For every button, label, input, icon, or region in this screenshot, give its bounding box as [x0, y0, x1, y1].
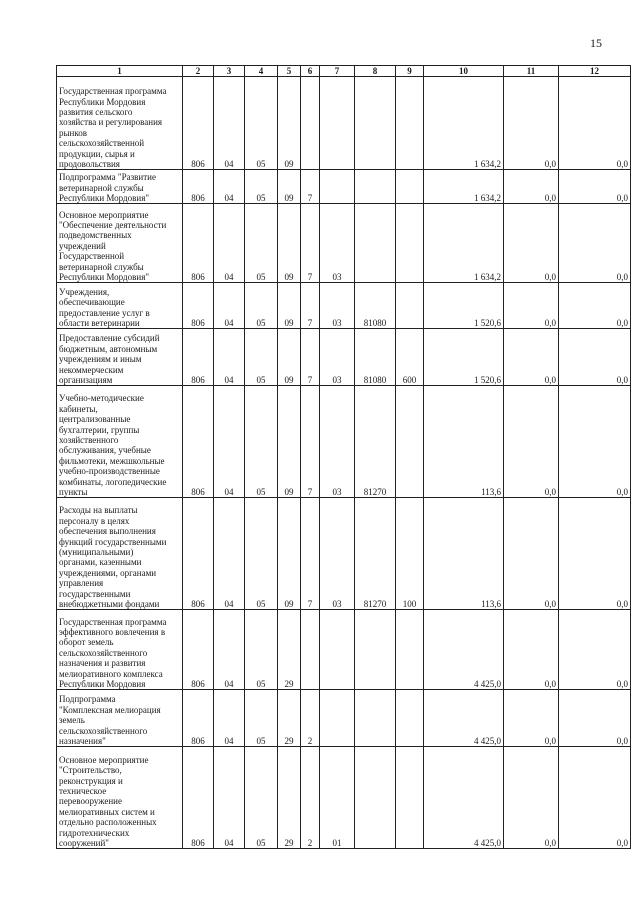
- cell-activity: 03: [320, 283, 355, 329]
- table-row: [57, 610, 631, 690]
- cell-activity: [320, 77, 355, 170]
- cell-section: 04: [214, 329, 245, 386]
- cell-subprogram: 2: [301, 690, 320, 747]
- cell-expense-type: [396, 610, 424, 690]
- cell-subprogram: 7: [301, 204, 320, 283]
- cell-activity: 01: [320, 747, 355, 849]
- cell-subsection: 05: [245, 170, 278, 204]
- cell-amount-2: 0,0: [504, 610, 559, 690]
- column-header: 8: [355, 66, 396, 77]
- cell-expense-type: [396, 283, 424, 329]
- cell-expense-type: 600: [396, 329, 424, 386]
- cell-subsection: 05: [245, 690, 278, 747]
- row-name: Учебно-методические кабинеты, централизованные бухгалтерии, группы хозяйственного обслуживания, учебные фильмотеки, межшкольные учебно-производственные комбинаты, логопедические пункты: [57, 386, 183, 498]
- cell-amount: 1 634,2: [424, 204, 504, 283]
- row-name: Подпрограмма "Комплексная мелиорация земель сельскохозяйственного назначения": [57, 690, 183, 747]
- cell-ministry: 806: [183, 690, 214, 747]
- cell-amount-3: 0,0: [559, 283, 631, 329]
- cell-amount-2: 0,0: [504, 386, 559, 498]
- table-body: [57, 77, 631, 849]
- cell-direction: [355, 747, 396, 849]
- cell-program: 09: [278, 498, 301, 610]
- cell-subsection: 05: [245, 77, 278, 170]
- cell-activity: 03: [320, 329, 355, 386]
- cell-amount-2: 0,0: [504, 283, 559, 329]
- cell-program: 29: [278, 690, 301, 747]
- cell-ministry: 806: [183, 170, 214, 204]
- row-name: Предоставление субсидий бюджетным, автономным учреждениям и иным некоммерческим организациям: [57, 329, 183, 386]
- cell-subsection: 05: [245, 386, 278, 498]
- cell-amount: 4 425,0: [424, 690, 504, 747]
- cell-subsection: 05: [245, 329, 278, 386]
- cell-section: 04: [214, 77, 245, 170]
- cell-subsection: 05: [245, 610, 278, 690]
- cell-program: 09: [278, 329, 301, 386]
- cell-direction: 81270: [355, 386, 396, 498]
- cell-program: 29: [278, 610, 301, 690]
- cell-amount-3: 0,0: [559, 386, 631, 498]
- column-header: 9: [396, 66, 424, 77]
- cell-amount: 1 634,2: [424, 170, 504, 204]
- cell-amount: 1 634,2: [424, 77, 504, 170]
- cell-ministry: 806: [183, 386, 214, 498]
- cell-subprogram: 7: [301, 283, 320, 329]
- cell-amount-2: 0,0: [504, 329, 559, 386]
- cell-amount-3: 0,0: [559, 498, 631, 610]
- row-name: Основное мероприятие "Обеспечение деятельности подведомственных учреждений Государственной ветеринарной службы Республики Мордовия": [57, 204, 183, 283]
- cell-ministry: 806: [183, 283, 214, 329]
- row-name: Основное мероприятие "Строительство, реконструкция и техническое перевооружение мелиоративных систем и отдельно расположенных гидротехнических сооружений": [57, 747, 183, 849]
- cell-program: 09: [278, 283, 301, 329]
- cell-amount-3: 0,0: [559, 690, 631, 747]
- cell-subsection: 05: [245, 204, 278, 283]
- cell-amount-3: 0,0: [559, 77, 631, 170]
- cell-direction: 81270: [355, 498, 396, 610]
- cell-expense-type: [396, 386, 424, 498]
- cell-ministry: 806: [183, 204, 214, 283]
- cell-expense-type: [396, 77, 424, 170]
- cell-expense-type: [396, 204, 424, 283]
- cell-amount: 1 520,6: [424, 329, 504, 386]
- cell-subsection: 05: [245, 283, 278, 329]
- cell-section: 04: [214, 283, 245, 329]
- cell-ministry: 806: [183, 77, 214, 170]
- table-row: [57, 690, 631, 747]
- cell-activity: [320, 610, 355, 690]
- cell-amount-3: 0,0: [559, 329, 631, 386]
- cell-section: 04: [214, 498, 245, 610]
- cell-activity: 03: [320, 204, 355, 283]
- table-row: [57, 329, 631, 386]
- cell-subprogram: 2: [301, 747, 320, 849]
- column-header: 3: [214, 66, 245, 77]
- cell-expense-type: 100: [396, 498, 424, 610]
- cell-program: 09: [278, 204, 301, 283]
- cell-subprogram: 7: [301, 329, 320, 386]
- column-header: 1: [57, 66, 183, 77]
- table-row: [57, 498, 631, 610]
- cell-program: 09: [278, 386, 301, 498]
- table-row: [57, 283, 631, 329]
- cell-section: 04: [214, 747, 245, 849]
- column-header: 11: [504, 66, 559, 77]
- header-row: [57, 66, 631, 77]
- table-row: [57, 747, 631, 849]
- cell-activity: [320, 170, 355, 204]
- cell-subsection: 05: [245, 498, 278, 610]
- row-name: Расходы на выплаты персоналу в целях обеспечения выполнения функций государственными (муниципальными) органами, казенными учреждениями, органами управления государственными внебюджетными фондами: [57, 498, 183, 610]
- cell-amount-2: 0,0: [504, 204, 559, 283]
- cell-section: 04: [214, 610, 245, 690]
- column-header: 6: [301, 66, 320, 77]
- cell-section: 04: [214, 386, 245, 498]
- page-number: 15: [590, 36, 602, 50]
- cell-amount-3: 0,0: [559, 204, 631, 283]
- column-header: 2: [183, 66, 214, 77]
- cell-amount-3: 0,0: [559, 747, 631, 849]
- cell-section: 04: [214, 690, 245, 747]
- cell-ministry: 806: [183, 498, 214, 610]
- row-name: Учреждения, обеспечивающие предоставление услуг в области ветеринарии: [57, 283, 183, 329]
- cell-amount-2: 0,0: [504, 747, 559, 849]
- column-header: 4: [245, 66, 278, 77]
- cell-direction: [355, 170, 396, 204]
- cell-subprogram: 7: [301, 498, 320, 610]
- table-row: [57, 77, 631, 170]
- cell-amount-2: 0,0: [504, 77, 559, 170]
- table-row: [57, 170, 631, 204]
- column-header: 7: [320, 66, 355, 77]
- cell-subprogram: 7: [301, 386, 320, 498]
- row-name: Государственная программа Республики Мордовия развития сельского хозяйства и регулирования рынков сельскохозяйственной продукции, сырья и продовольствия: [57, 77, 183, 170]
- cell-amount: 113,6: [424, 386, 504, 498]
- row-name: Государственная программа эффективного вовлечения в оборот земель сельскохозяйственного назначения и развития мелиоративного комплекса Республики Мордовия: [57, 610, 183, 690]
- cell-amount: 4 425,0: [424, 610, 504, 690]
- cell-amount-2: 0,0: [504, 690, 559, 747]
- cell-activity: [320, 690, 355, 747]
- column-header: 10: [424, 66, 504, 77]
- cell-activity: 03: [320, 498, 355, 610]
- cell-program: 09: [278, 77, 301, 170]
- cell-subsection: 05: [245, 747, 278, 849]
- table-row: [57, 386, 631, 498]
- column-header: 5: [278, 66, 301, 77]
- cell-amount-2: 0,0: [504, 498, 559, 610]
- cell-amount: 4 425,0: [424, 747, 504, 849]
- cell-activity: 03: [320, 386, 355, 498]
- cell-amount-3: 0,0: [559, 170, 631, 204]
- column-header: 12: [559, 66, 631, 77]
- cell-direction: 81080: [355, 283, 396, 329]
- cell-program: 29: [278, 747, 301, 849]
- cell-ministry: 806: [183, 747, 214, 849]
- cell-direction: [355, 77, 396, 170]
- cell-direction: [355, 610, 396, 690]
- cell-direction: 81080: [355, 329, 396, 386]
- cell-subprogram: [301, 610, 320, 690]
- cell-ministry: 806: [183, 610, 214, 690]
- cell-section: 04: [214, 204, 245, 283]
- cell-expense-type: [396, 170, 424, 204]
- row-name: Подпрограмма "Развитие ветеринарной службы Республики Мордовия": [57, 170, 183, 204]
- cell-subprogram: [301, 77, 320, 170]
- cell-program: 09: [278, 170, 301, 204]
- cell-expense-type: [396, 747, 424, 849]
- cell-direction: [355, 204, 396, 283]
- cell-amount: 1 520,6: [424, 283, 504, 329]
- budget-table: [56, 65, 631, 849]
- cell-subprogram: 7: [301, 170, 320, 204]
- cell-amount-2: 0,0: [504, 170, 559, 204]
- cell-expense-type: [396, 690, 424, 747]
- cell-direction: [355, 690, 396, 747]
- cell-amount: 113,6: [424, 498, 504, 610]
- cell-ministry: 806: [183, 329, 214, 386]
- table-row: [57, 204, 631, 283]
- cell-amount-3: 0,0: [559, 610, 631, 690]
- cell-section: 04: [214, 170, 245, 204]
